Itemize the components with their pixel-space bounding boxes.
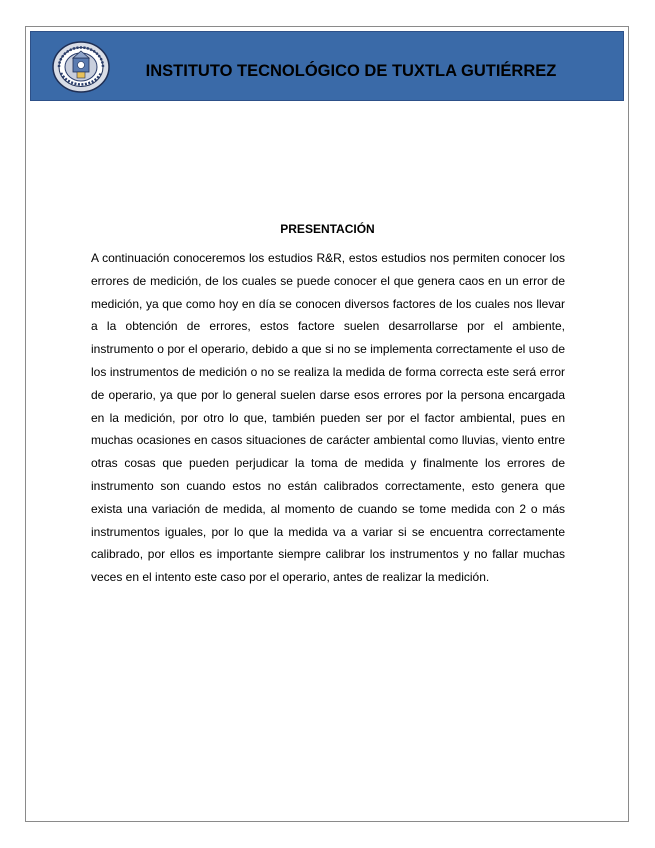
presentation-paragraph: A continuación conoceremos los estudios R&R, estos estudios nos permiten conocer los errores de medición, de los cuales se puede conocer el que genera caos en un error de medición, ya que como hoy en día se conocen diversos factores de los cuales nos llevar a la obtención de errores, estos factore suelen desarrollarse por el ambiente, instrumento o por el operario, debido a que si no se implementa correctamente el uso de los instrumentos de medición o no se realiza la medida de forma correcta este será error de operario, ya que por lo general suelen darse esos errores por la persona encargada en la medición, por otro lo que, también pueden ser por el factor ambiental, pues en muchas ocasiones en casos situaciones de carácter ambiental como lluvias, viento entre otras cosas que pueden perjudicar la toma de medida y finalmente los errores de instrumento son cuando estos no están calibrados correctamente, esto genera que exista una variación de medida, al momento de cuando se tome medida con 2 o más instrumentos iguales, por lo que la medida va a variar si se encuentra correctamente calibrado, por ellos es importante siempre calibrar los instrumentos y no fallar muchas veces en el intento este caso por el operario, antes de realizar la medición. [91, 251, 565, 585]
section-title: PRESENTACIÓN [280, 222, 375, 236]
institute-seal-icon [51, 40, 111, 94]
institution-name: INSTITUTO TECNOLÓGICO DE TUXTLA GUTIÉRREZ [145, 62, 557, 80]
header-band [30, 31, 624, 101]
